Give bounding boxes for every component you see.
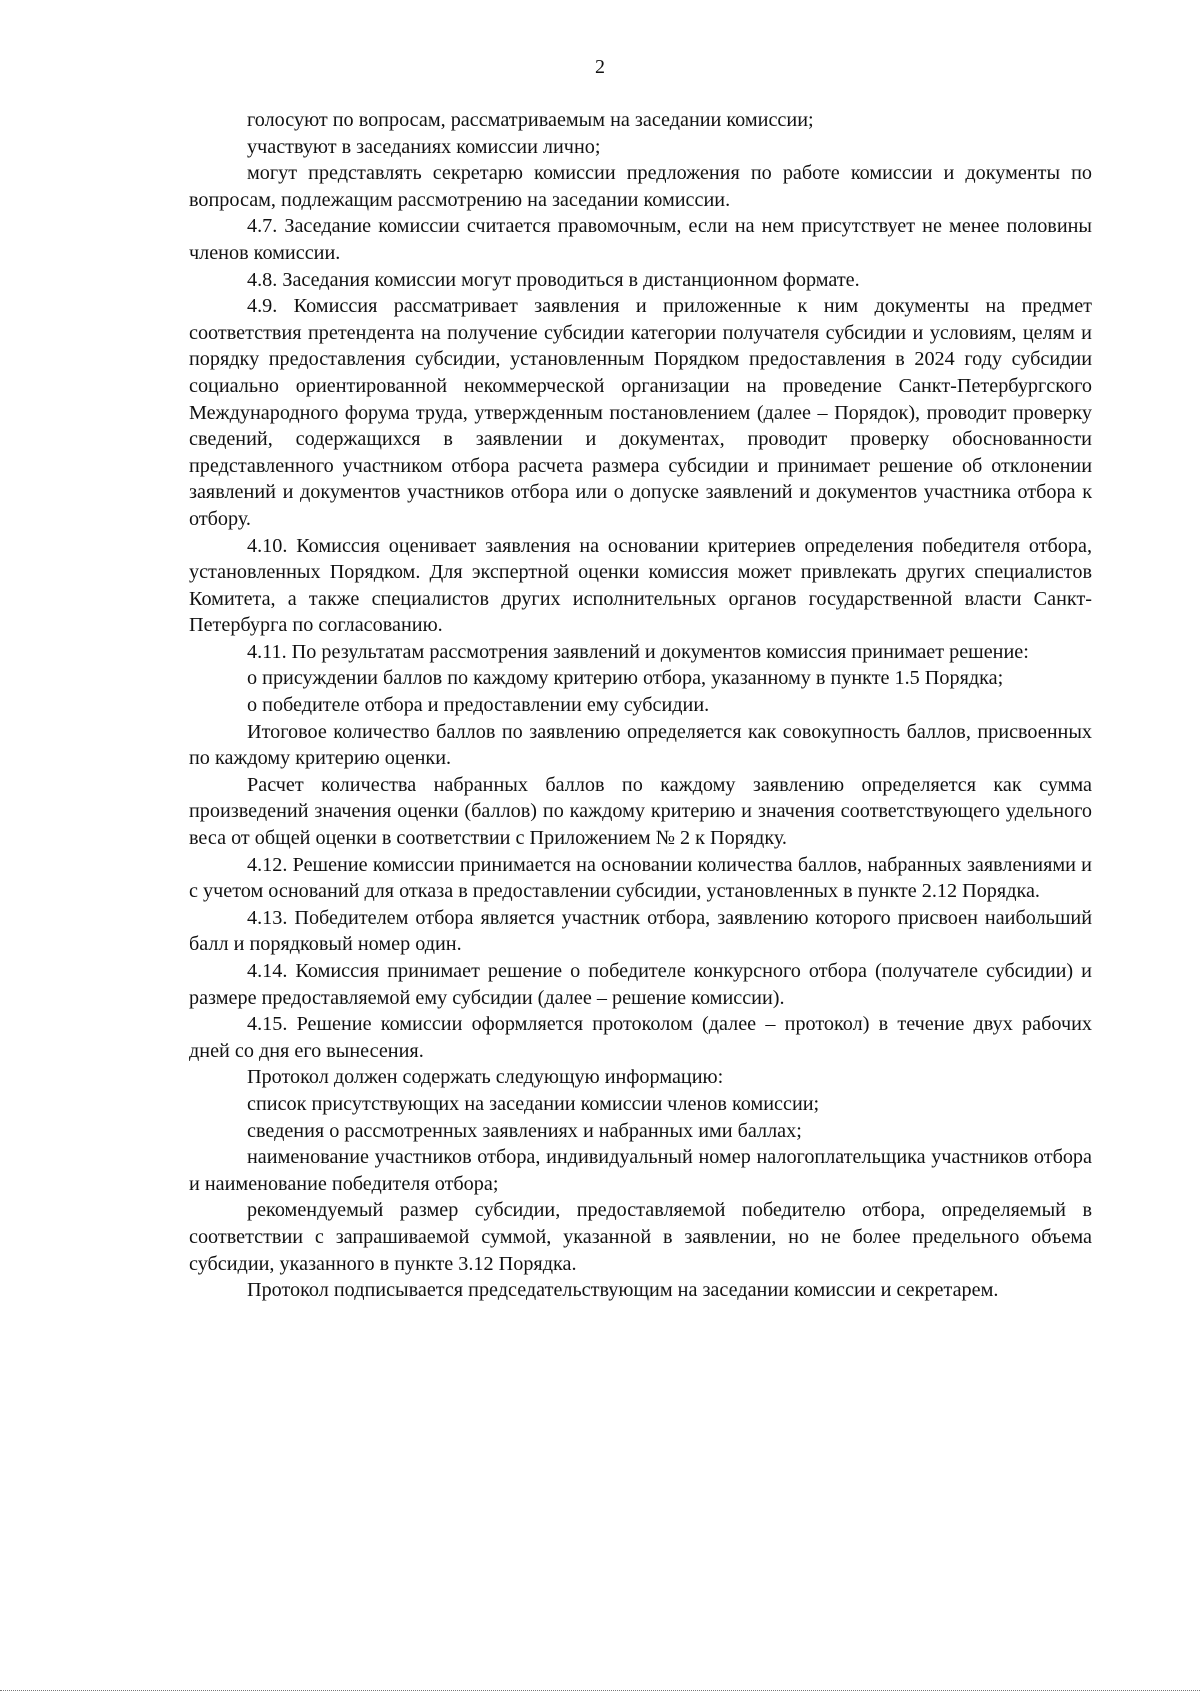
paragraph: список присутствующих на заседании комиссии членов комиссии; — [247, 1092, 820, 1115]
paragraph-4-14: 4.14. Комиссия принимает решение о победителе конкурсного отбора (получателе субсидии) и размере предоставляемой ему субсидии (далее – решение комиссии). — [189, 960, 1092, 1009]
paragraph: Протокол подписывается председательствующим на заседании комиссии и секретарем. — [247, 1279, 999, 1302]
paragraph-4-12: 4.12. Решение комиссии принимается на основании количества баллов, набранных заявлениями и с учетом оснований для отказа в предоставлении субсидии, установленных в пункте 2.12 Порядка. — [189, 853, 1092, 903]
paragraph-4-7: 4.7. Заседание комиссии считается правомочным, если на нем присутствует не менее половины членов комиссии. — [189, 215, 1092, 264]
paragraph-4-8: 4.8. Заседания комиссии могут проводиться в дистанционном формате. — [247, 268, 860, 291]
paragraph: Расчет количества набранных баллов по каждому заявлению определяется как сумма произведений значения оценки (баллов) по каждому критерию и значения соответствующего удельного веса от общей оценки в соответствии с Приложением № 2 к Порядку. — [189, 773, 1092, 850]
paragraph-4-9: 4.9. Комиссия рассматривает заявления и приложенные к ним документы на предмет соответствия претендента на получение субсидии категории получателя субсидии и условиям, целям и порядку предоставления субсидии, установленным Порядком предоставления в 2024 году субсидии социально ориентированной некоммерческой организации на проведение Санкт-Петербургского Международного форума труда, утвержденным постановлением (далее – Порядок), проводит проверку сведений, содержащихся в заявлении и документах, проводит проверку обоснованности представленного участником отбора расчета размера субсидии и принимает решение об отклонении заявлений и документов участников отбора или о допуске заявлений и документов участника отбора к отбору. — [189, 295, 1092, 530]
document-body — [189, 107, 1092, 1304]
paragraph: могут представлять секретарю комиссии предложения по работе комиссии и документы по вопросам, подлежащим рассмотрению на заседании комиссии. — [189, 162, 1092, 211]
paragraph: рекомендуемый размер субсидии, предоставляемой победителю отбора, определяемый в соответствии с запрашиваемой суммой, указанной в заявлении, но не более предельного объема субсидии, указанного в пункте 3.12 Порядка. — [189, 1199, 1092, 1275]
paragraph: участвуют в заседаниях комиссии лично; — [247, 135, 601, 158]
paragraph-4-11: 4.11. По результатам рассмотрения заявлений и документов комиссия принимает решение: — [247, 640, 1029, 663]
paragraph: сведения о рассмотренных заявлениях и набранных ими баллах; — [247, 1119, 802, 1142]
paragraph: Протокол должен содержать следующую информацию: — [247, 1066, 724, 1089]
scan-edge-divider — [0, 1690, 1200, 1691]
paragraph-4-10: 4.10. Комиссия оценивает заявления на основании критериев определения победителя отбора, установленных Порядком. Для экспертной оценки комиссия может привлекать других специалистов Комитета, а также специалистов других исполнительных органов государственной власти Санкт-Петербурга по согласованию. — [189, 534, 1092, 637]
page-number: 2 — [595, 56, 605, 78]
paragraph: о присуждении баллов по каждому критерию отбора, указанному в пункте 1.5 Порядка; — [247, 667, 1004, 690]
paragraph-4-13: 4.13. Победителем отбора является участник отбора, заявлению которого присвоен наибольший балл и порядковый номер один. — [189, 906, 1092, 956]
paragraph: наименование участников отбора, индивидуальный номер налогоплательщика участников отбора и наименование победителя отбора; — [189, 1146, 1092, 1195]
paragraph-4-15: 4.15. Решение комиссии оформляется протоколом (далее – протокол) в течение двух рабочих дней со дня его вынесения. — [189, 1013, 1092, 1062]
paragraph: о победителе отбора и предоставлении ему субсидии. — [247, 694, 710, 717]
paragraph: Итоговое количество баллов по заявлению определяется как совокупность баллов, присвоенных по каждому критерию оценки. — [189, 720, 1092, 770]
paragraph: голосуют по вопросам, рассматриваемым на заседании комиссии; — [247, 109, 814, 131]
